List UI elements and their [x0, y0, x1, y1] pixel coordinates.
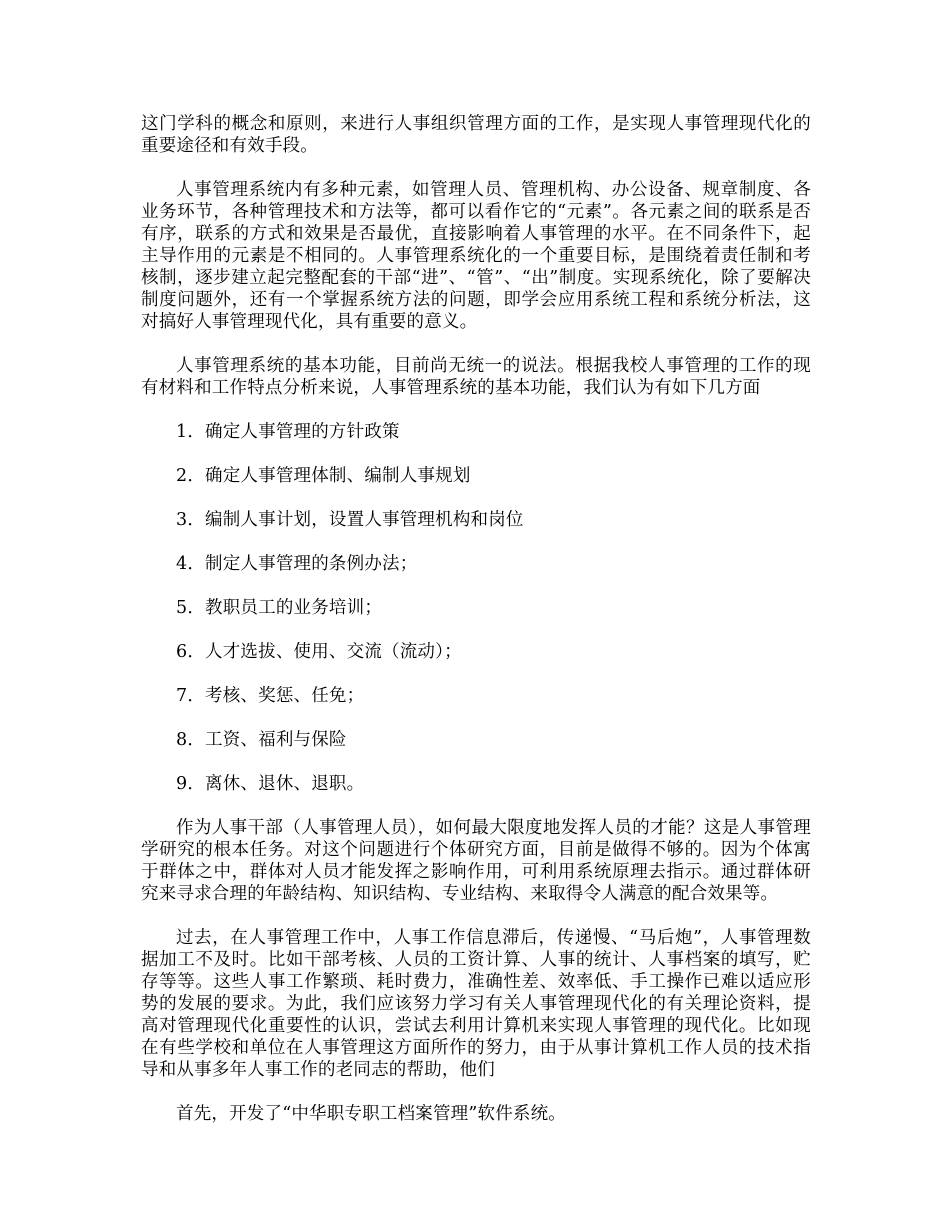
function-list: [141, 421, 811, 795]
list-item: 7．考核、奖惩、任免；: [176, 686, 365, 706]
paragraph-software-system: 首先，开发了“中华职专职工档案管理”软件系统。: [176, 1104, 566, 1124]
paragraph-intro: 这门学科的概念和原则，来进行人事组织管理方面的工作，是实现人事管理现代化的重要途径和有效手段。: [141, 114, 811, 156]
paragraph-personnel-cadre: 作为人事干部（人事管理人员），如何最大限度地发挥人员的才能？这是人事管理学研究的根本任务。对这个问题进行个体研究方面，目前是做得不够的。因为个体寓于群体之中，群体对人员才能发挥之影响作用，可利用系统原理去指示。通过群体研究来寻求合理的年龄结构、知识结构、专业结构、来取得令人满意的配合效果等。: [141, 818, 811, 904]
paragraph-basic-functions: 人事管理系统的基本功能，目前尚无统一的说法。根据我校人事管理的工作的现有材料和工作特点分析来说，人事管理系统的基本功能，我们认为有如下几方面: [141, 356, 811, 398]
paragraph-past-work: 过去，在人事管理工作中，人事工作信息滞后，传递慢、“马后炮”，人事管理数据加工不及时。比如干部考核、人员的工资计算、人事的统计、人事档案的填写，贮存等等。这些人事工作繁琐、耗时费力，准确性差、效率低、手工操作已难以适应形势的发展的要求。为此，我们应该努力学习有关人事管理现代化的有关理论资料，提高对管理现代化重要性的认识，尝试去利用计算机来实现人事管理的现代化。比如现在有些学校和单位在人事管理这方面所作的努力，由于从事计算机工作人员的技术指导和从事多年人事工作的老同志的帮助，他们: [141, 928, 811, 1080]
list-item: 2．确定人事管理体制、编制人事规划: [176, 466, 471, 486]
list-item: 9．离休、退休、退职。: [176, 774, 365, 794]
list-item: 1．确定人事管理的方针政策: [176, 422, 400, 442]
list-item: 8．工资、福利与保险: [176, 730, 347, 750]
paragraph-system-elements: 人事管理系统内有多种元素，如管理人员、管理机构、办公设备、规章制度、各业务环节，各种管理技术和方法等，都可以看作它的“元素”。各元素之间的联系是否有序，联系的方式和效果是否最优，直接影响着人事管理的水平。在不同条件下，起主导作用的元素是不相同的。人事管理系统化的一个重要目标，是围绕着责任制和考核制，逐步建立起完整配套的干部“进”、“管”、“出”制度。实现系统化，除了要解决制度问题外，还有一个掌握系统方法的问题，即学会应用系统工程和系统分析法，这对搞好人事管理现代化，具有重要的意义。: [141, 180, 811, 332]
list-item: 5．教职员工的业务培训；: [176, 598, 383, 618]
list-item: 4．制定人事管理的条例办法；: [176, 554, 418, 574]
list-item: 6．人才选拔、使用、交流（流动）；: [176, 642, 462, 662]
document-page: [141, 113, 811, 1125]
list-item: 3．编制人事计划，设置人事管理机构和岗位: [176, 510, 524, 530]
